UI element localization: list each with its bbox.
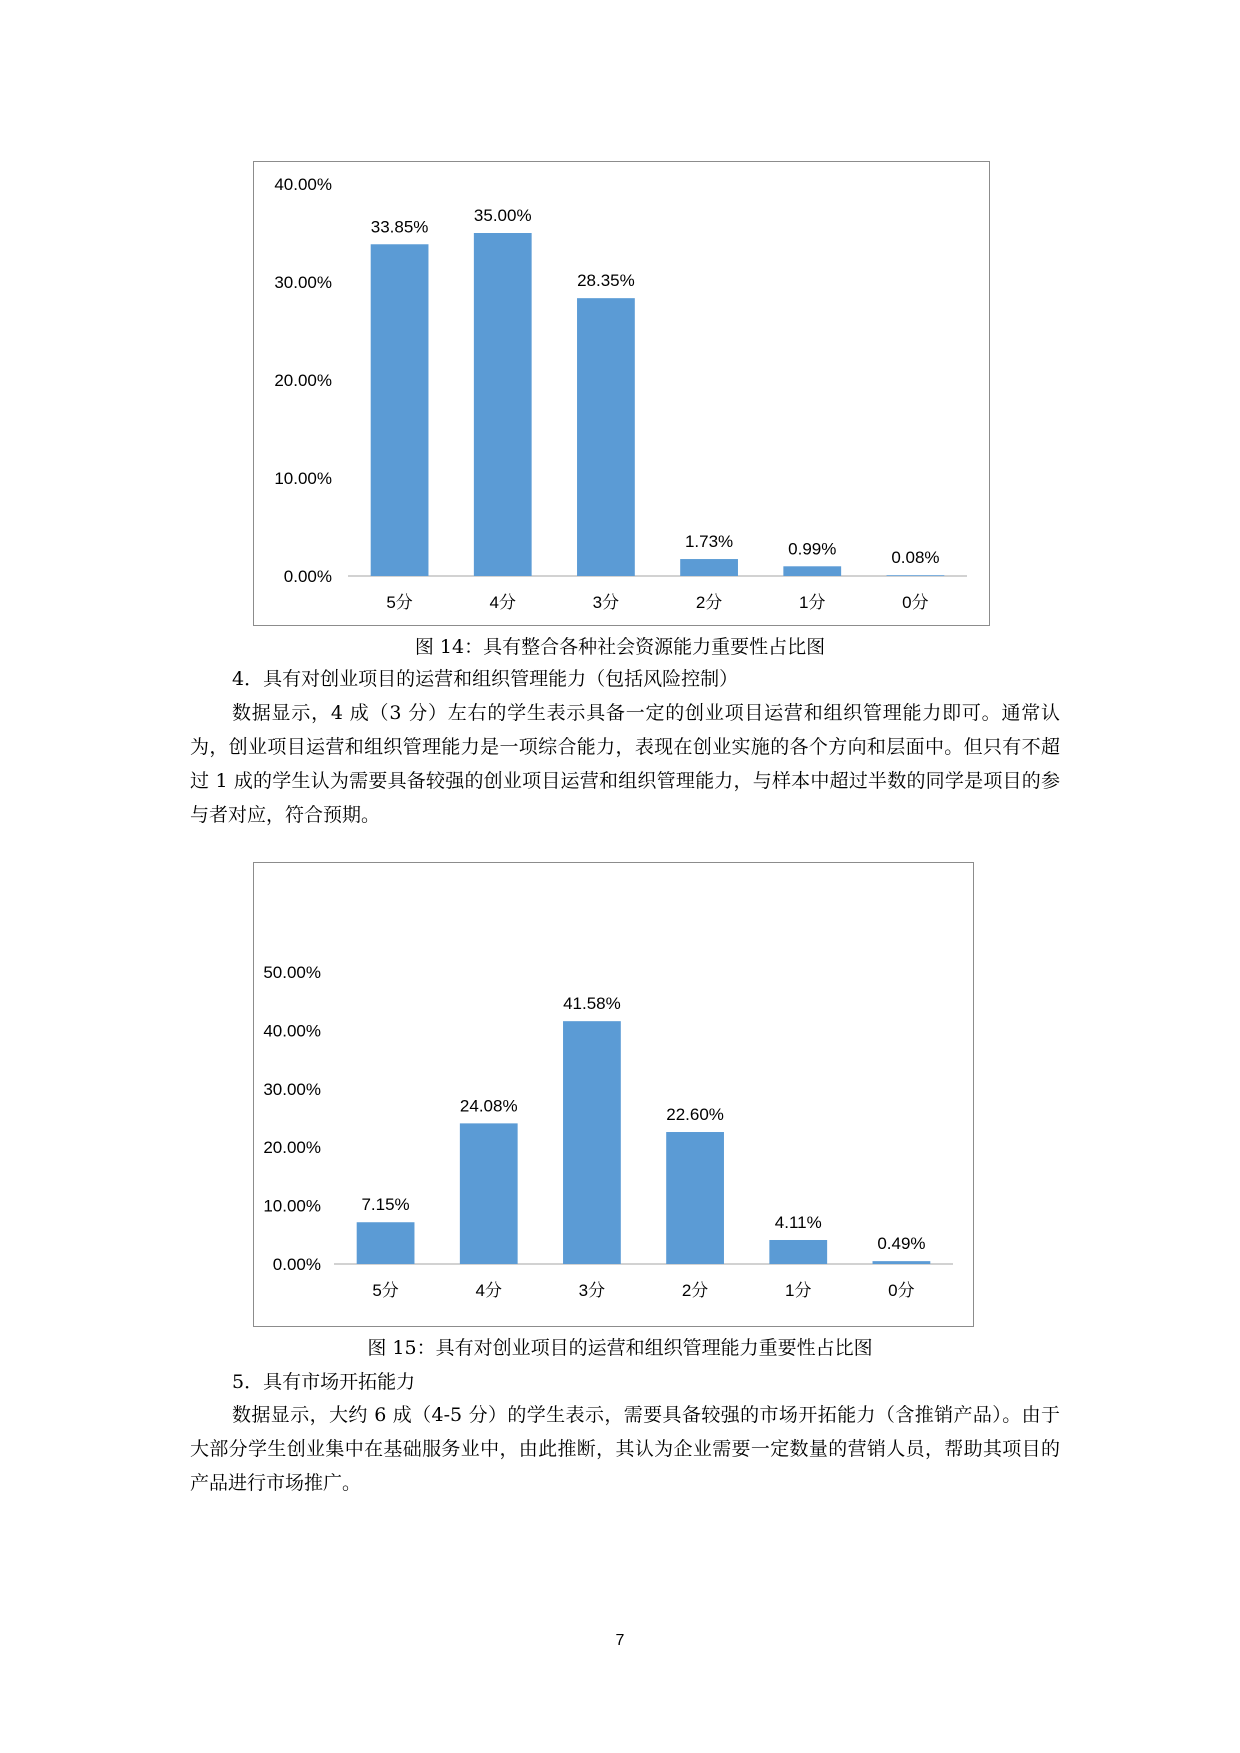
y-tick-label: 50.00% — [263, 963, 321, 982]
x-tick-label: 0分 — [902, 593, 929, 612]
y-tick-label: 10.00% — [263, 1196, 321, 1216]
y-tick-label: 0.00% — [272, 1255, 321, 1274]
bar — [371, 244, 429, 576]
x-tick-label: 2分 — [681, 1281, 709, 1300]
page-number: 7 — [615, 1632, 625, 1649]
figure-15-chart — [253, 862, 974, 1327]
data-label: 28.35% — [577, 271, 635, 291]
bar — [577, 298, 635, 576]
figure-14-caption: 图 14：具有整合各种社会资源能力重要性占比图 — [414, 636, 826, 658]
section-4-heading: 4．具有对创业项目的运营和组织管理能力（包括风险控制） — [232, 668, 739, 690]
data-label: 33.85% — [370, 217, 429, 237]
y-tick-label: 40.00% — [263, 1021, 321, 1041]
data-label: 24.08% — [459, 1096, 518, 1116]
y-tick-label: 0.00% — [283, 567, 332, 586]
data-label: 0.49% — [877, 1234, 926, 1254]
x-tick-label: 0分 — [888, 1281, 915, 1300]
bar — [357, 1222, 415, 1264]
y-tick-label: 20.00% — [274, 371, 332, 390]
x-tick-label: 2分 — [695, 593, 723, 612]
x-tick-label: 3分 — [578, 1281, 606, 1300]
bar — [460, 1123, 518, 1264]
section-5-paragraph: 数据显示，大约 6 成（4-5 分）的学生表示，需要具备较强的市场开拓能力（含推销产品）。由于大部分学生创业集中在基础服务业中，由此推断，其认为企业需要一定数量的营销人员，帮助其项目的产品进行市场推广。 — [190, 1404, 1060, 1494]
bar — [783, 566, 841, 576]
section-4-paragraph: 数据显示，4 成（3 分）左右的学生表示具备一定的创业项目运营和组织管理能力即可。通常认为，创业项目运营和组织管理能力是一项综合能力，表现在创业实施的各个方向和层面中。但只有不超过 1 成的学生认为需要具备较强的创业项目运营和组织管理能力，与样本中超过半数的同学是项目的参与者对应，符合预期。 — [190, 702, 1060, 826]
figure-14-svg — [254, 162, 989, 625]
data-label: 0.08% — [891, 548, 940, 568]
data-label: 35.00% — [473, 206, 532, 225]
data-label: 0.99% — [788, 539, 837, 559]
y-tick-label: 20.00% — [263, 1138, 321, 1158]
y-tick-label: 30.00% — [263, 1079, 321, 1099]
section-5-heading: 5．具有市场开拓能力 — [232, 1371, 416, 1393]
figure-15-caption: 图 15：具有对创业项目的运营和组织管理能力重要性占比图 — [367, 1337, 873, 1359]
figure-15-svg — [254, 863, 973, 1326]
bar — [474, 233, 532, 576]
x-tick-label: 1分 — [799, 593, 826, 612]
bar — [666, 1132, 724, 1264]
bar — [680, 559, 738, 576]
data-label: 22.60% — [666, 1105, 724, 1125]
bar — [887, 575, 945, 576]
data-label: 1.73% — [684, 532, 734, 552]
data-label: 7.15% — [361, 1195, 410, 1215]
y-tick-label: 30.00% — [274, 273, 332, 292]
bar — [873, 1261, 931, 1264]
y-tick-label: 10.00% — [274, 469, 332, 488]
x-tick-label: 5分 — [386, 593, 413, 612]
x-tick-label: 3分 — [592, 593, 620, 612]
x-tick-label: 1分 — [785, 1281, 812, 1300]
figure-14-chart — [253, 161, 990, 626]
data-label: 4.11% — [774, 1212, 822, 1232]
x-tick-label: 4分 — [489, 593, 516, 612]
bar — [563, 1021, 621, 1264]
y-tick-label: 40.00% — [274, 175, 332, 194]
data-label: 41.58% — [563, 994, 621, 1014]
x-tick-label: 5分 — [372, 1281, 399, 1300]
bar — [769, 1240, 827, 1264]
x-tick-label: 4分 — [475, 1281, 502, 1300]
